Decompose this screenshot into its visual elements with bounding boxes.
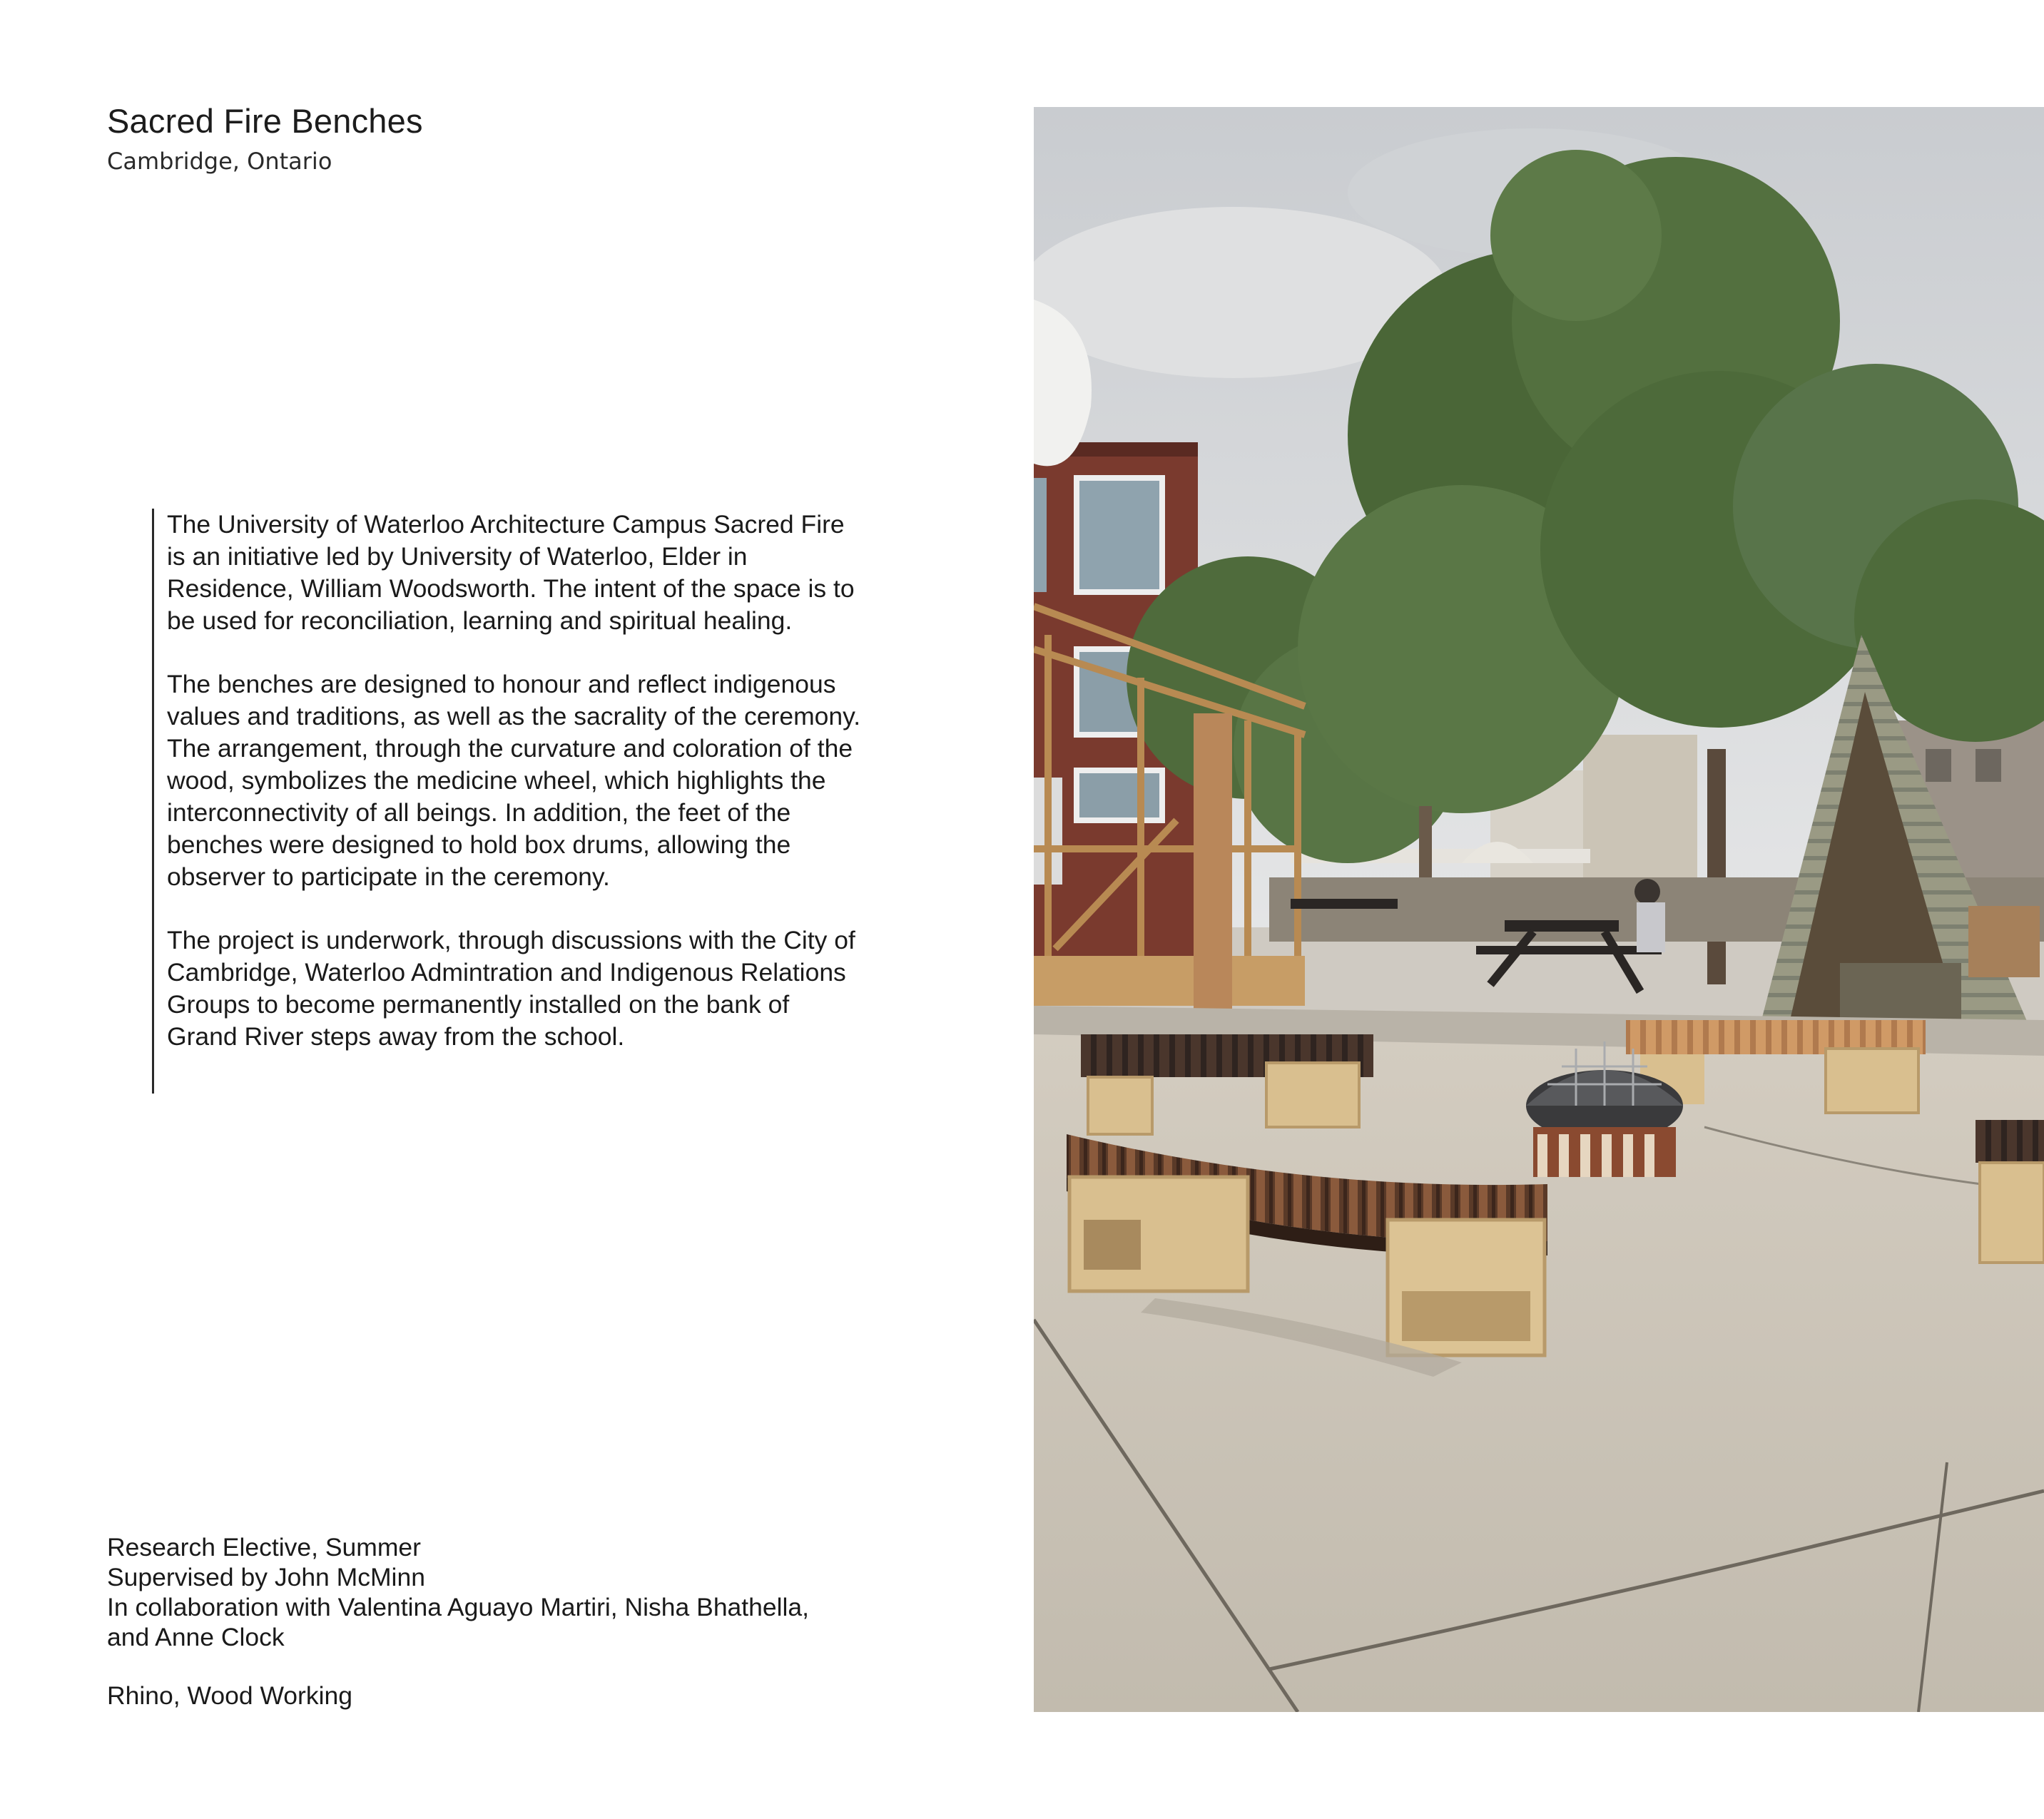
project-header bbox=[107, 98, 423, 178]
description-paragraph: The University of Waterloo Architecture Campus Sacred Fire is an initiative led by University of Waterloo, Elder in Residence, William Woodsworth. The intent of the space is to be used for reconciliation, learning and spiritual healing. bbox=[167, 510, 855, 635]
project-credits bbox=[107, 1532, 927, 1711]
credit-line: and Anne Clock bbox=[107, 1623, 285, 1651]
project-title: Sacred Fire Benches bbox=[107, 102, 423, 140]
project-photo bbox=[1034, 107, 2044, 1712]
project-description bbox=[152, 509, 865, 1094]
credit-line: Supervised by John McMinn bbox=[107, 1563, 425, 1591]
description-paragraph: The benches are designed to honour and reflect indigenous values and traditions, as well as the sacrality of the ceremony. The arrangement, through the curvature and coloration of the wood, symbolizes the medicine wheel, which highlights the interconnectivity of all beings. In addition, the feet of the benches were designed to hold box drums, allowing the observer to participate in the ceremony. bbox=[167, 670, 861, 891]
credit-line: Research Elective, Summer bbox=[107, 1533, 421, 1561]
tools-used: Rhino, Wood Working bbox=[107, 1681, 352, 1710]
photo-illustration bbox=[1034, 107, 2044, 1712]
description-paragraph: The project is underwork, through discussions with the City of Cambridge, Waterloo Admintration and Indigenous Relations Groups to become permanently installed on the bank of Grand River steps away from the school. bbox=[167, 926, 855, 1051]
credit-line: In collaboration with Valentina Aguayo Martiri, Nisha Bhathella, bbox=[107, 1593, 810, 1621]
project-location: Cambridge, Ontario bbox=[107, 148, 332, 175]
